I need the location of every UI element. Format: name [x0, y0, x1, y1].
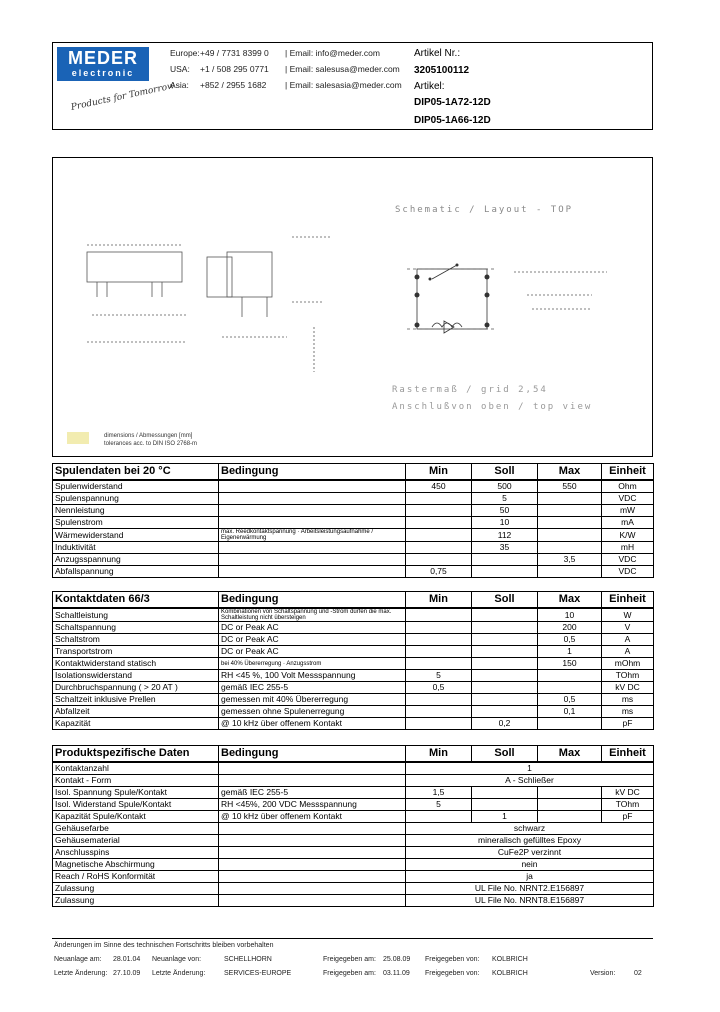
table-row [53, 847, 654, 859]
table-row [53, 493, 654, 505]
col-min: Min [406, 592, 472, 609]
param-bed: RH <45 %, 100 Volt Messspannung [219, 670, 406, 682]
param-min [406, 529, 472, 542]
footer-value: KOLBRICH [492, 970, 528, 977]
param-unit: V [602, 622, 654, 634]
param-name: Kontaktanzahl [53, 762, 219, 775]
param-soll [472, 706, 538, 718]
logo-bottom: electronic [71, 68, 135, 78]
param-name: Nennleistung [53, 505, 219, 517]
param-min [406, 694, 472, 706]
table-row [53, 505, 654, 517]
param-min [406, 634, 472, 646]
param-soll [472, 658, 538, 670]
col-einheit: Einheit [602, 746, 654, 763]
param-unit: ms [602, 694, 654, 706]
param-name: Transportstrom [53, 646, 219, 658]
artikel-1: DIP05-1A72-12D [414, 97, 491, 108]
col-soll: Soll [472, 464, 538, 481]
param-max: 0,5 [538, 694, 602, 706]
param-name: Anzugsspannung [53, 554, 219, 566]
param-name: Kontakt - Form [53, 775, 219, 787]
schematic-title: Schematic / Layout - TOP [395, 205, 574, 215]
param-bed: max. Reedkontaktspannung · Arbeitsleistungsaufnahme / Eigenerwärmung [219, 529, 406, 542]
footer-divider [52, 938, 653, 939]
param-min: 5 [406, 670, 472, 682]
param-max [538, 811, 602, 823]
col-soll: Soll [472, 592, 538, 609]
footer-value: SERVICES-EUROPE [224, 970, 292, 977]
param-value: schwarz [406, 823, 654, 835]
param-unit: mOhm [602, 658, 654, 670]
table-row [53, 775, 654, 787]
param-unit: Ohm [602, 480, 654, 493]
relay-body-end [207, 257, 232, 297]
table-row [53, 529, 654, 542]
contact-region-asia: Asia: [170, 80, 189, 90]
param-unit: mH [602, 542, 654, 554]
param-name: Schaltspannung [53, 622, 219, 634]
param-name: Zulassung [53, 895, 219, 907]
param-soll [472, 566, 538, 578]
footer-label: Neuanlage am: [54, 956, 102, 963]
param-soll: 0,2 [472, 718, 538, 730]
param-min [406, 811, 472, 823]
param-value: A - Schließer [406, 775, 654, 787]
param-name: Isol. Widerstand Spule/Kontakt [53, 799, 219, 811]
param-max: 1 [538, 646, 602, 658]
param-name: Schaltstrom [53, 634, 219, 646]
footer-label: Letzte Änderung: [54, 970, 108, 977]
col-einheit: Einheit [602, 464, 654, 481]
param-unit: pF [602, 718, 654, 730]
param-bed [219, 542, 406, 554]
contact-data-table [52, 591, 654, 730]
param-min [406, 646, 472, 658]
contact-phone-usa: +1 / 508 295 0771 [200, 64, 269, 74]
param-soll [472, 787, 538, 799]
col-max: Max [538, 592, 602, 609]
table-row [53, 799, 654, 811]
contact-email-asia[interactable]: | Email: salesasia@meder.com [285, 80, 402, 90]
param-name: Isolationswiderstand [53, 670, 219, 682]
product-data-table [52, 745, 654, 907]
param-bed [219, 493, 406, 505]
param-soll [472, 670, 538, 682]
drawing-footnote-2: Anschlußvon oben / top view [392, 402, 593, 412]
param-unit: A [602, 646, 654, 658]
param-bed: bei 40% Übererregung · Anzugsstrom [219, 658, 406, 670]
table-row [53, 566, 654, 578]
param-max [538, 493, 602, 505]
col-bedingung: Bedingung [219, 464, 406, 481]
table-row [53, 634, 654, 646]
footer-label: Freigegeben von: [425, 956, 480, 963]
param-max: 0,5 [538, 634, 602, 646]
param-name: Anschlusspins [53, 847, 219, 859]
param-bed: gemessen mit 40% Übererregung [219, 694, 406, 706]
table-row [53, 658, 654, 670]
param-unit: TOhm [602, 799, 654, 811]
param-name: Spulenstrom [53, 517, 219, 529]
drawing-note-2: tolerances acc. to DIN ISO 2768-m [104, 441, 198, 447]
table-header-row [53, 464, 654, 481]
table-row [53, 554, 654, 566]
param-soll: 500 [472, 480, 538, 493]
param-min: 5 [406, 799, 472, 811]
param-max [538, 542, 602, 554]
param-unit: VDC [602, 554, 654, 566]
param-soll [472, 622, 538, 634]
param-max [538, 718, 602, 730]
drawing-note-1: dimensions / Abmessungen [mm] [104, 433, 193, 439]
param-name: Induktivität [53, 542, 219, 554]
param-value: nein [406, 859, 654, 871]
param-min [406, 517, 472, 529]
param-min [406, 608, 472, 622]
param-soll [472, 694, 538, 706]
param-unit: TOhm [602, 670, 654, 682]
table-row [53, 835, 654, 847]
param-name: Spulenwiderstand [53, 480, 219, 493]
param-name: Reach / RoHS Konformität [53, 871, 219, 883]
param-name: Gehäusematerial [53, 835, 219, 847]
table-title: Produktspezifische Daten [53, 746, 219, 763]
param-unit: kV DC [602, 682, 654, 694]
technical-drawing [52, 157, 653, 457]
param-value: CuFe2P verzinnt [406, 847, 654, 859]
param-bed: gemäß IEC 255-5 [219, 787, 406, 799]
table-row [53, 823, 654, 835]
table-row [53, 682, 654, 694]
table-row [53, 517, 654, 529]
param-unit: kV DC [602, 787, 654, 799]
artikel-nr-label: Artikel Nr.: [414, 48, 461, 59]
param-min [406, 706, 472, 718]
table-row [53, 762, 654, 775]
param-soll: 50 [472, 505, 538, 517]
tolerance-marker [67, 432, 89, 444]
col-min: Min [406, 746, 472, 763]
param-name: Durchbruchspannung ( > 20 AT ) [53, 682, 219, 694]
coil-data-table [52, 463, 654, 578]
param-value: UL File No. NRNT8.E156897 [406, 895, 654, 907]
param-bed: Kombinationen von Schaltspannung und -Strom dürfen die max. Schaltleistung nicht übersteigen [219, 608, 406, 622]
param-min: 0,5 [406, 682, 472, 694]
drawing-footnote-1: Rastermaß / grid 2,54 [392, 385, 548, 395]
param-name: Schaltzeit inklusive Prellen [53, 694, 219, 706]
table-row [53, 895, 654, 907]
param-max [538, 517, 602, 529]
param-max: 0,1 [538, 706, 602, 718]
param-bed [219, 517, 406, 529]
footer-label: Neuanlage von: [152, 956, 202, 963]
version-label: Version: [590, 970, 616, 977]
table-header-row [53, 746, 654, 763]
table-row [53, 622, 654, 634]
col-bedingung: Bedingung [219, 592, 406, 609]
param-unit: K/W [602, 529, 654, 542]
table-row [53, 859, 654, 871]
param-max: 10 [538, 608, 602, 622]
param-soll: 5 [472, 493, 538, 505]
param-max [538, 799, 602, 811]
footer-label: Letzte Änderung: [152, 970, 206, 977]
param-value: UL File No. NRNT2.E156897 [406, 883, 654, 895]
param-value: mineralisch gefülltes Epoxy [406, 835, 654, 847]
param-bed [219, 566, 406, 578]
footer-value: KOLBRICH [492, 956, 528, 963]
param-name: Kontaktwiderstand statisch [53, 658, 219, 670]
artikel-nr: 3205100112 [414, 65, 470, 76]
contact-region-usa: USA: [170, 64, 190, 74]
param-name: Gehäusefarbe [53, 823, 219, 835]
table-row [53, 480, 654, 493]
param-bed: DC or Peak AC [219, 646, 406, 658]
schematic-frame [417, 269, 487, 329]
table-row [53, 646, 654, 658]
footer-value: SCHELLHORN [224, 956, 272, 963]
param-unit: ms [602, 706, 654, 718]
param-name: Zulassung [53, 883, 219, 895]
footer-label: Freigegeben am: [323, 970, 376, 977]
table-row [53, 706, 654, 718]
param-unit: mW [602, 505, 654, 517]
param-soll: 35 [472, 542, 538, 554]
param-name: Kapazität [53, 718, 219, 730]
table-row [53, 694, 654, 706]
table-row [53, 670, 654, 682]
param-min [406, 542, 472, 554]
param-min: 0,75 [406, 566, 472, 578]
param-bed [219, 554, 406, 566]
col-max: Max [538, 464, 602, 481]
meder-logo [57, 47, 149, 81]
table-title: Spulendaten bei 20 °C [53, 464, 219, 481]
table-row [53, 871, 654, 883]
param-unit: A [602, 634, 654, 646]
param-min [406, 622, 472, 634]
footer-note: Änderungen im Sinne des technischen Fortschritts bleiben vorbehalten [54, 942, 274, 949]
table-row [53, 542, 654, 554]
param-soll [472, 799, 538, 811]
param-min: 1,5 [406, 787, 472, 799]
param-name: Magnetische Abschirmung [53, 859, 219, 871]
contact-region-europe: Europe: [170, 48, 200, 58]
table-row [53, 811, 654, 823]
footer-value: 27.10.09 [113, 970, 141, 977]
param-name: Isol. Spannung Spule/Kontakt [53, 787, 219, 799]
footer-value: 03.11.09 [383, 970, 410, 977]
param-value: ja [406, 871, 654, 883]
param-unit: mA [602, 517, 654, 529]
table-row [53, 718, 654, 730]
col-bedingung: Bedingung [219, 746, 406, 763]
param-soll [472, 634, 538, 646]
contact-phone-europe: +49 / 7731 8399 0 [200, 48, 269, 58]
col-einheit: Einheit [602, 592, 654, 609]
relay-body-side [87, 252, 182, 282]
param-name: Spulenspannung [53, 493, 219, 505]
param-max [538, 505, 602, 517]
param-min [406, 718, 472, 730]
param-unit: W [602, 608, 654, 622]
param-name: Wärmewiderstand [53, 529, 219, 542]
footer-label: Freigegeben von: [425, 970, 480, 977]
param-value: 1 [406, 762, 654, 775]
param-max [538, 787, 602, 799]
param-soll: 10 [472, 517, 538, 529]
param-max: 3,5 [538, 554, 602, 566]
param-soll [472, 682, 538, 694]
param-soll: 1 [472, 811, 538, 823]
table-title: Kontaktdaten 66/3 [53, 592, 219, 609]
param-bed [219, 505, 406, 517]
param-name: Schaltleistung [53, 608, 219, 622]
param-soll [472, 608, 538, 622]
param-max [538, 529, 602, 542]
logo-top: MEDER [67, 48, 138, 68]
contact-email-usa[interactable]: | Email: salesusa@meder.com [285, 64, 400, 74]
param-unit: pF [602, 811, 654, 823]
param-max [538, 566, 602, 578]
param-min [406, 493, 472, 505]
param-max [538, 670, 602, 682]
table-row [53, 787, 654, 799]
param-unit: VDC [602, 493, 654, 505]
param-bed [219, 480, 406, 493]
param-bed: DC or Peak AC [219, 634, 406, 646]
footer-label: Freigegeben am: [323, 956, 376, 963]
param-min [406, 658, 472, 670]
param-bed: @ 10 kHz über offenem Kontakt [219, 811, 406, 823]
param-bed: DC or Peak AC [219, 622, 406, 634]
param-bed: @ 10 kHz über offenem Kontakt [219, 718, 406, 730]
table-row [53, 608, 654, 622]
contact-email-europe[interactable]: | Email: info@meder.com [285, 48, 380, 58]
coil-symbol [432, 323, 462, 327]
artikel-label: Artikel: [414, 81, 445, 92]
param-max: 150 [538, 658, 602, 670]
param-min [406, 554, 472, 566]
footer-value: 25.08.09 [383, 956, 411, 963]
col-min: Min [406, 464, 472, 481]
param-name: Abfallzeit [53, 706, 219, 718]
version-value: 02 [634, 970, 642, 977]
table-row [53, 883, 654, 895]
artikel-2: DIP05-1A66-12D [414, 115, 491, 126]
contact-phone-asia: +852 / 2955 1682 [200, 80, 267, 90]
param-bed: gemäß IEC 255-5 [219, 682, 406, 694]
param-soll [472, 554, 538, 566]
table-header-row [53, 592, 654, 609]
param-min [406, 505, 472, 517]
param-soll: 112 [472, 529, 538, 542]
param-min: 450 [406, 480, 472, 493]
slogan: Products for Tomorrow [70, 81, 176, 113]
param-unit: VDC [602, 566, 654, 578]
param-bed: RH <45%, 200 VDC Messspannung [219, 799, 406, 811]
param-max [538, 682, 602, 694]
param-max: 550 [538, 480, 602, 493]
footer-value: 28.01.04 [113, 956, 141, 963]
param-max: 200 [538, 622, 602, 634]
param-soll [472, 646, 538, 658]
col-soll: Soll [472, 746, 538, 763]
param-bed: gemessen ohne Spulenerregung [219, 706, 406, 718]
param-name: Kapazität Spule/Kontakt [53, 811, 219, 823]
param-name: Abfallspannung [53, 566, 219, 578]
col-max: Max [538, 746, 602, 763]
